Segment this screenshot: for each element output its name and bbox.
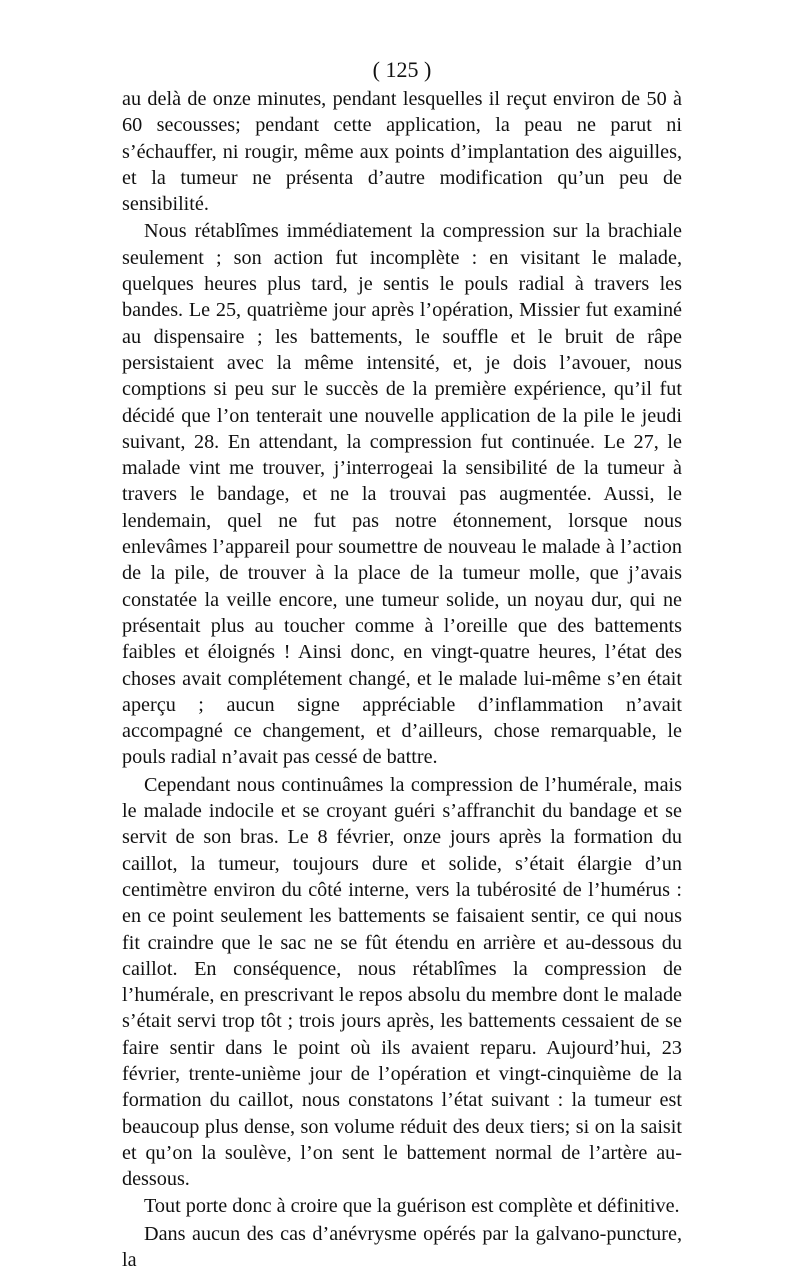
page-number: ( 125 ): [372, 57, 432, 82]
paragraph-last: Dans aucun des cas d’anévrysme opérés par la galvano-puncture, la: [122, 1222, 682, 1272]
paragraph-continued: au delà de onze minutes, pendant lesquelles il reçut environ de 50 à 60 secousses; pendant cette application, la peau ne parut ni s’échauffer, ni rougir, même aux points d’implantation des aiguilles, et la tumeur ne présenta d’autre modification qu’un peu de sensibilité.: [122, 88, 682, 216]
paragraph: Cependant nous continuâmes la compression de l’humérale, mais le malade indocile et se croyant guéri s’affranchit du bandage et se servit de son bras. Le 8 février, onze jours après la formation du caillot, la tumeur, toujours dure et solide, s’était élargie d’un centimètre environ du côté interne, vers la tubérosité de l’humérus : en ce point seulement les battements se faisaient sentir, ce qui nous fit craindre que le sac ne se fût étendu en arrière et au-dessous du caillot. En conséquence, nous rétablîmes la compression de l’humérale, en prescrivant le repos absolu du membre dont le malade s’était servi trop tôt ; trois jours après, les battements cessaient de se faire sentir dans le point où ils avaient reparu. Aujourd’hui, 23 février, trente-unième jour de l’opération et vingt-cinquième de la formation du caillot, nous constatons l’état suivant : la tumeur est beaucoup plus dense, son volume réduit des deux tiers; si on la saisit et qu’on la soulève, l’on sent le battement normal de l’artère au-dessous.: [122, 773, 682, 1191]
paragraph: Tout porte donc à croire que la guérison est complète et définitive.: [144, 1195, 680, 1218]
book-page: [122, 56, 682, 1273]
paragraph: Nous rétablîmes immédiatement la compression sur la brachiale seulement ; son action fut incomplète : en visitant le malade, quelques heures plus tard, je sentis le pouls radial à travers les bandes. Le 25, quatrième jour après l’opération, Missier fut examiné au dispensaire ; les battements, le souffle et le bruit de râpe persistaient avec la même intensité, et, je dois l’avouer, nous comptions si peu sur le succès de la première expérience, qu’il fut décidé que l’on tenterait une nouvelle application de la pile le jeudi suivant, 28. En attendant, la compression fut continuée. Le 27, le malade vint me trouver, j’interrogeai la sensibilité de la tumeur à travers le bandage, et ne la trouvai pas augmentée. Aussi, le lendemain, quel ne fut pas notre étonnement, lorsque nous enlevâmes l’appareil pour soumettre de nouveau le malade à l’action de la pile, de trouver à la place de la tumeur molle, que j’avais constatée la veille encore, une tumeur solide, un noyau dur, qui ne présentait plus au toucher comme à l’oreille que des battements faibles et éloignés ! Ainsi donc, en vingt-quatre heures, l’état des choses avait complétement changé, et le malade lui-même s’en était aperçu ; aucun signe appréciable d’inflammation n’avait accompagné ce changement, et d’ailleurs, chose remarquable, le pouls radial n’avait pas cessé de battre.: [122, 220, 682, 769]
